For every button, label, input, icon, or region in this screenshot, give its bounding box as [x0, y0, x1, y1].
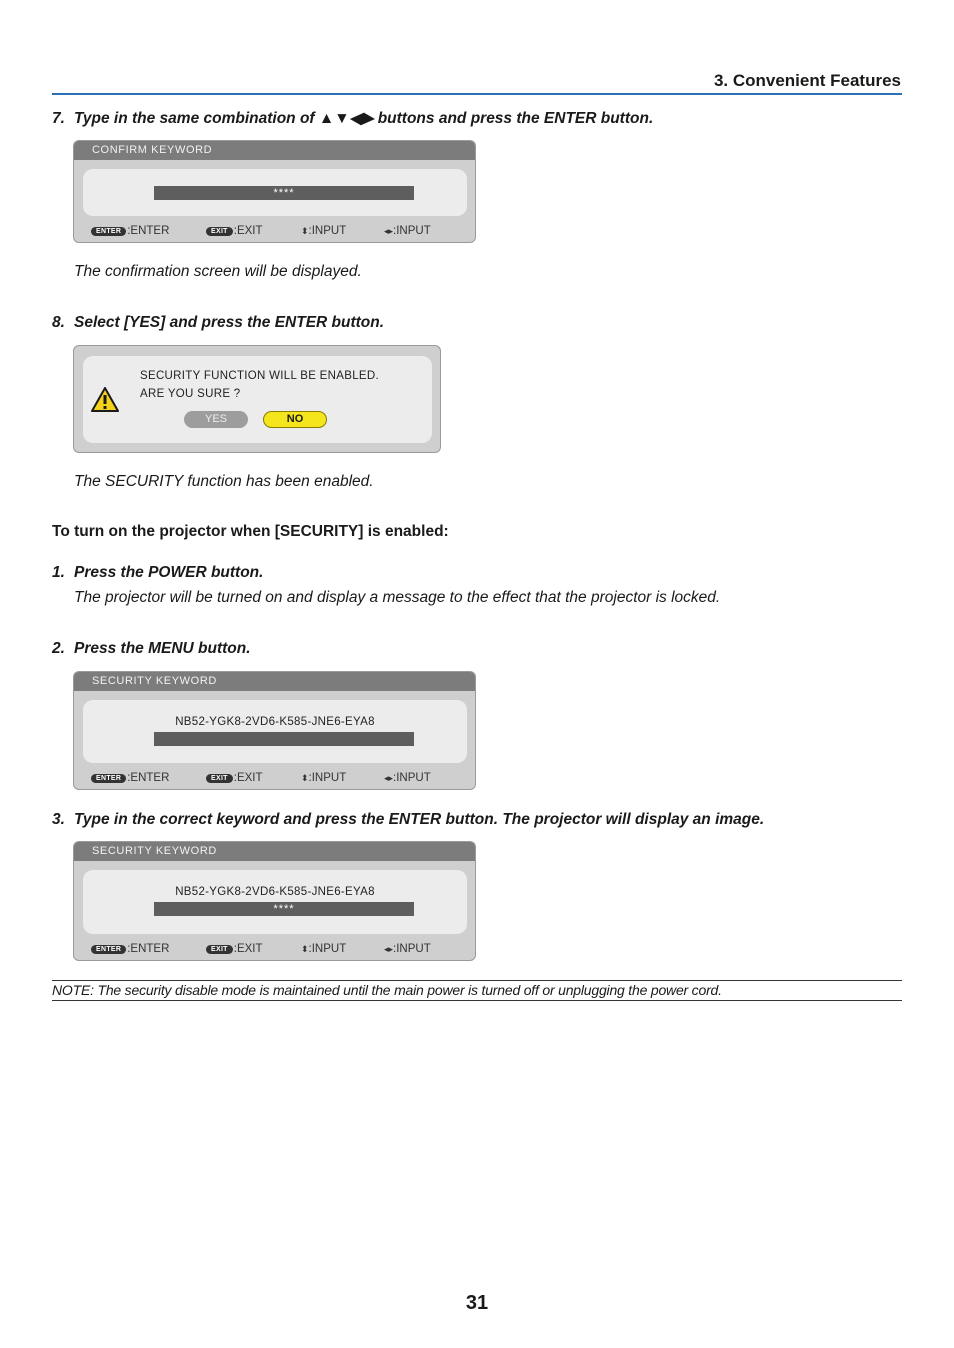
left-right-arrows-icon: ◂▸ [384, 773, 394, 783]
section-title: 3. Convenient Features [713, 71, 901, 90]
security-code: NB52-YGK8-2VD6-K585-JNE6-EYA8 [175, 886, 375, 898]
keyword-input[interactable] [154, 732, 414, 746]
footer-exit [206, 225, 263, 237]
note-rule-bottom [52, 1000, 902, 1001]
step-1 [52, 564, 263, 582]
up-down-arrows-icon: ⬍ [301, 773, 309, 783]
footer-updown-label: :INPUT [308, 772, 347, 784]
dialog-title: SECURITY KEYWORD [74, 672, 475, 691]
confirm-keyword-dialog [73, 140, 476, 243]
left-right-arrows-icon: ◂▸ [384, 944, 394, 954]
step-text: Type in the correct keyword and press the ENTER button. The projector will display an image. [74, 811, 765, 828]
enter-key-icon: ENTER [91, 774, 126, 783]
up-down-arrows-icon: ⬍ [301, 944, 309, 954]
footer-updown [301, 225, 346, 237]
desc-locked: The projector will be turned on and display a message to the effect that the projector is locked. [74, 589, 721, 606]
security-keyword-dialog-filled [73, 841, 476, 961]
step-text: Select [YES] and press the ENTER button. [74, 314, 385, 331]
footer-exit [206, 943, 263, 955]
exit-key-icon: EXIT [206, 774, 233, 783]
no-button[interactable]: NO [263, 411, 327, 428]
header-rule [52, 93, 902, 95]
left-right-arrows-icon: ◂▸ [384, 226, 394, 236]
footer-enter-label: :ENTER [127, 225, 170, 237]
subheading: To turn on the projector when [SECURITY] is enabled: [52, 523, 449, 540]
note-rule-top [52, 980, 902, 981]
footer-leftright-label: :INPUT [393, 772, 431, 784]
step-2 [52, 640, 251, 658]
exit-key-icon: EXIT [206, 227, 233, 236]
footer-enter-label: :ENTER [127, 772, 170, 784]
note-text: NOTE: The security disable mode is maintained until the main power is turned off or unplugging the power cord. [52, 982, 722, 998]
dialog-footer [74, 220, 475, 242]
step-number: 3. [52, 811, 65, 828]
step-text: Press the POWER button. [74, 564, 264, 581]
footer-enter [91, 772, 169, 784]
confirm-message-line1: SECURITY FUNCTION WILL BE ENABLED. [140, 370, 379, 382]
dialog-panel [83, 169, 467, 216]
desc-enabled: The SECURITY function has been enabled. [74, 473, 374, 490]
step-8 [52, 314, 384, 332]
page-number: 31 [465, 1292, 489, 1314]
security-code: NB52-YGK8-2VD6-K585-JNE6-EYA8 [175, 716, 375, 728]
step-text: Press the MENU button. [74, 640, 251, 657]
enter-key-icon: ENTER [91, 227, 126, 236]
dialog-footer [74, 767, 475, 789]
keyword-input[interactable]: **** [154, 902, 414, 916]
keyword-input[interactable]: **** [154, 186, 414, 200]
footer-exit-label: :EXIT [233, 772, 263, 784]
security-keyword-dialog-empty [73, 671, 476, 790]
footer-enter-label: :ENTER [127, 943, 170, 955]
dialog-panel [83, 700, 467, 763]
footer-leftright [384, 772, 431, 784]
dialog-footer [74, 938, 475, 960]
dialog-panel [83, 870, 467, 934]
footer-leftright [384, 943, 431, 955]
step-text: Type in the same combination of ▲▼◀▶ buttons and press the ENTER button. [74, 110, 654, 127]
footer-exit-label: :EXIT [233, 225, 263, 237]
step-7 [52, 109, 653, 128]
step-number: 1. [52, 564, 65, 581]
step-number: 8. [52, 314, 65, 331]
footer-leftright [384, 225, 431, 237]
footer-leftright-label: :INPUT [393, 943, 431, 955]
footer-updown [301, 772, 346, 784]
step-number: 2. [52, 640, 65, 657]
desc-confirmation: The confirmation screen will be displayed. [74, 263, 362, 280]
dialog-title: SECURITY KEYWORD [74, 842, 475, 861]
confirm-message-line2: ARE YOU SURE ? [140, 388, 241, 400]
footer-exit-label: :EXIT [233, 943, 263, 955]
footer-updown [301, 943, 346, 955]
exit-key-icon: EXIT [206, 945, 233, 954]
warning-icon [91, 387, 119, 412]
enter-key-icon: ENTER [91, 945, 126, 954]
footer-enter [91, 943, 169, 955]
up-down-arrows-icon: ⬍ [301, 226, 309, 236]
footer-updown-label: :INPUT [308, 225, 347, 237]
step-number: 7. [52, 110, 65, 127]
footer-exit [206, 772, 263, 784]
footer-enter [91, 225, 169, 237]
step-3 [52, 811, 764, 829]
dialog-title: CONFIRM KEYWORD [74, 141, 475, 160]
yes-button[interactable]: YES [184, 411, 248, 428]
footer-updown-label: :INPUT [308, 943, 347, 955]
security-confirm-dialog [73, 345, 441, 453]
footer-leftright-label: :INPUT [393, 225, 431, 237]
